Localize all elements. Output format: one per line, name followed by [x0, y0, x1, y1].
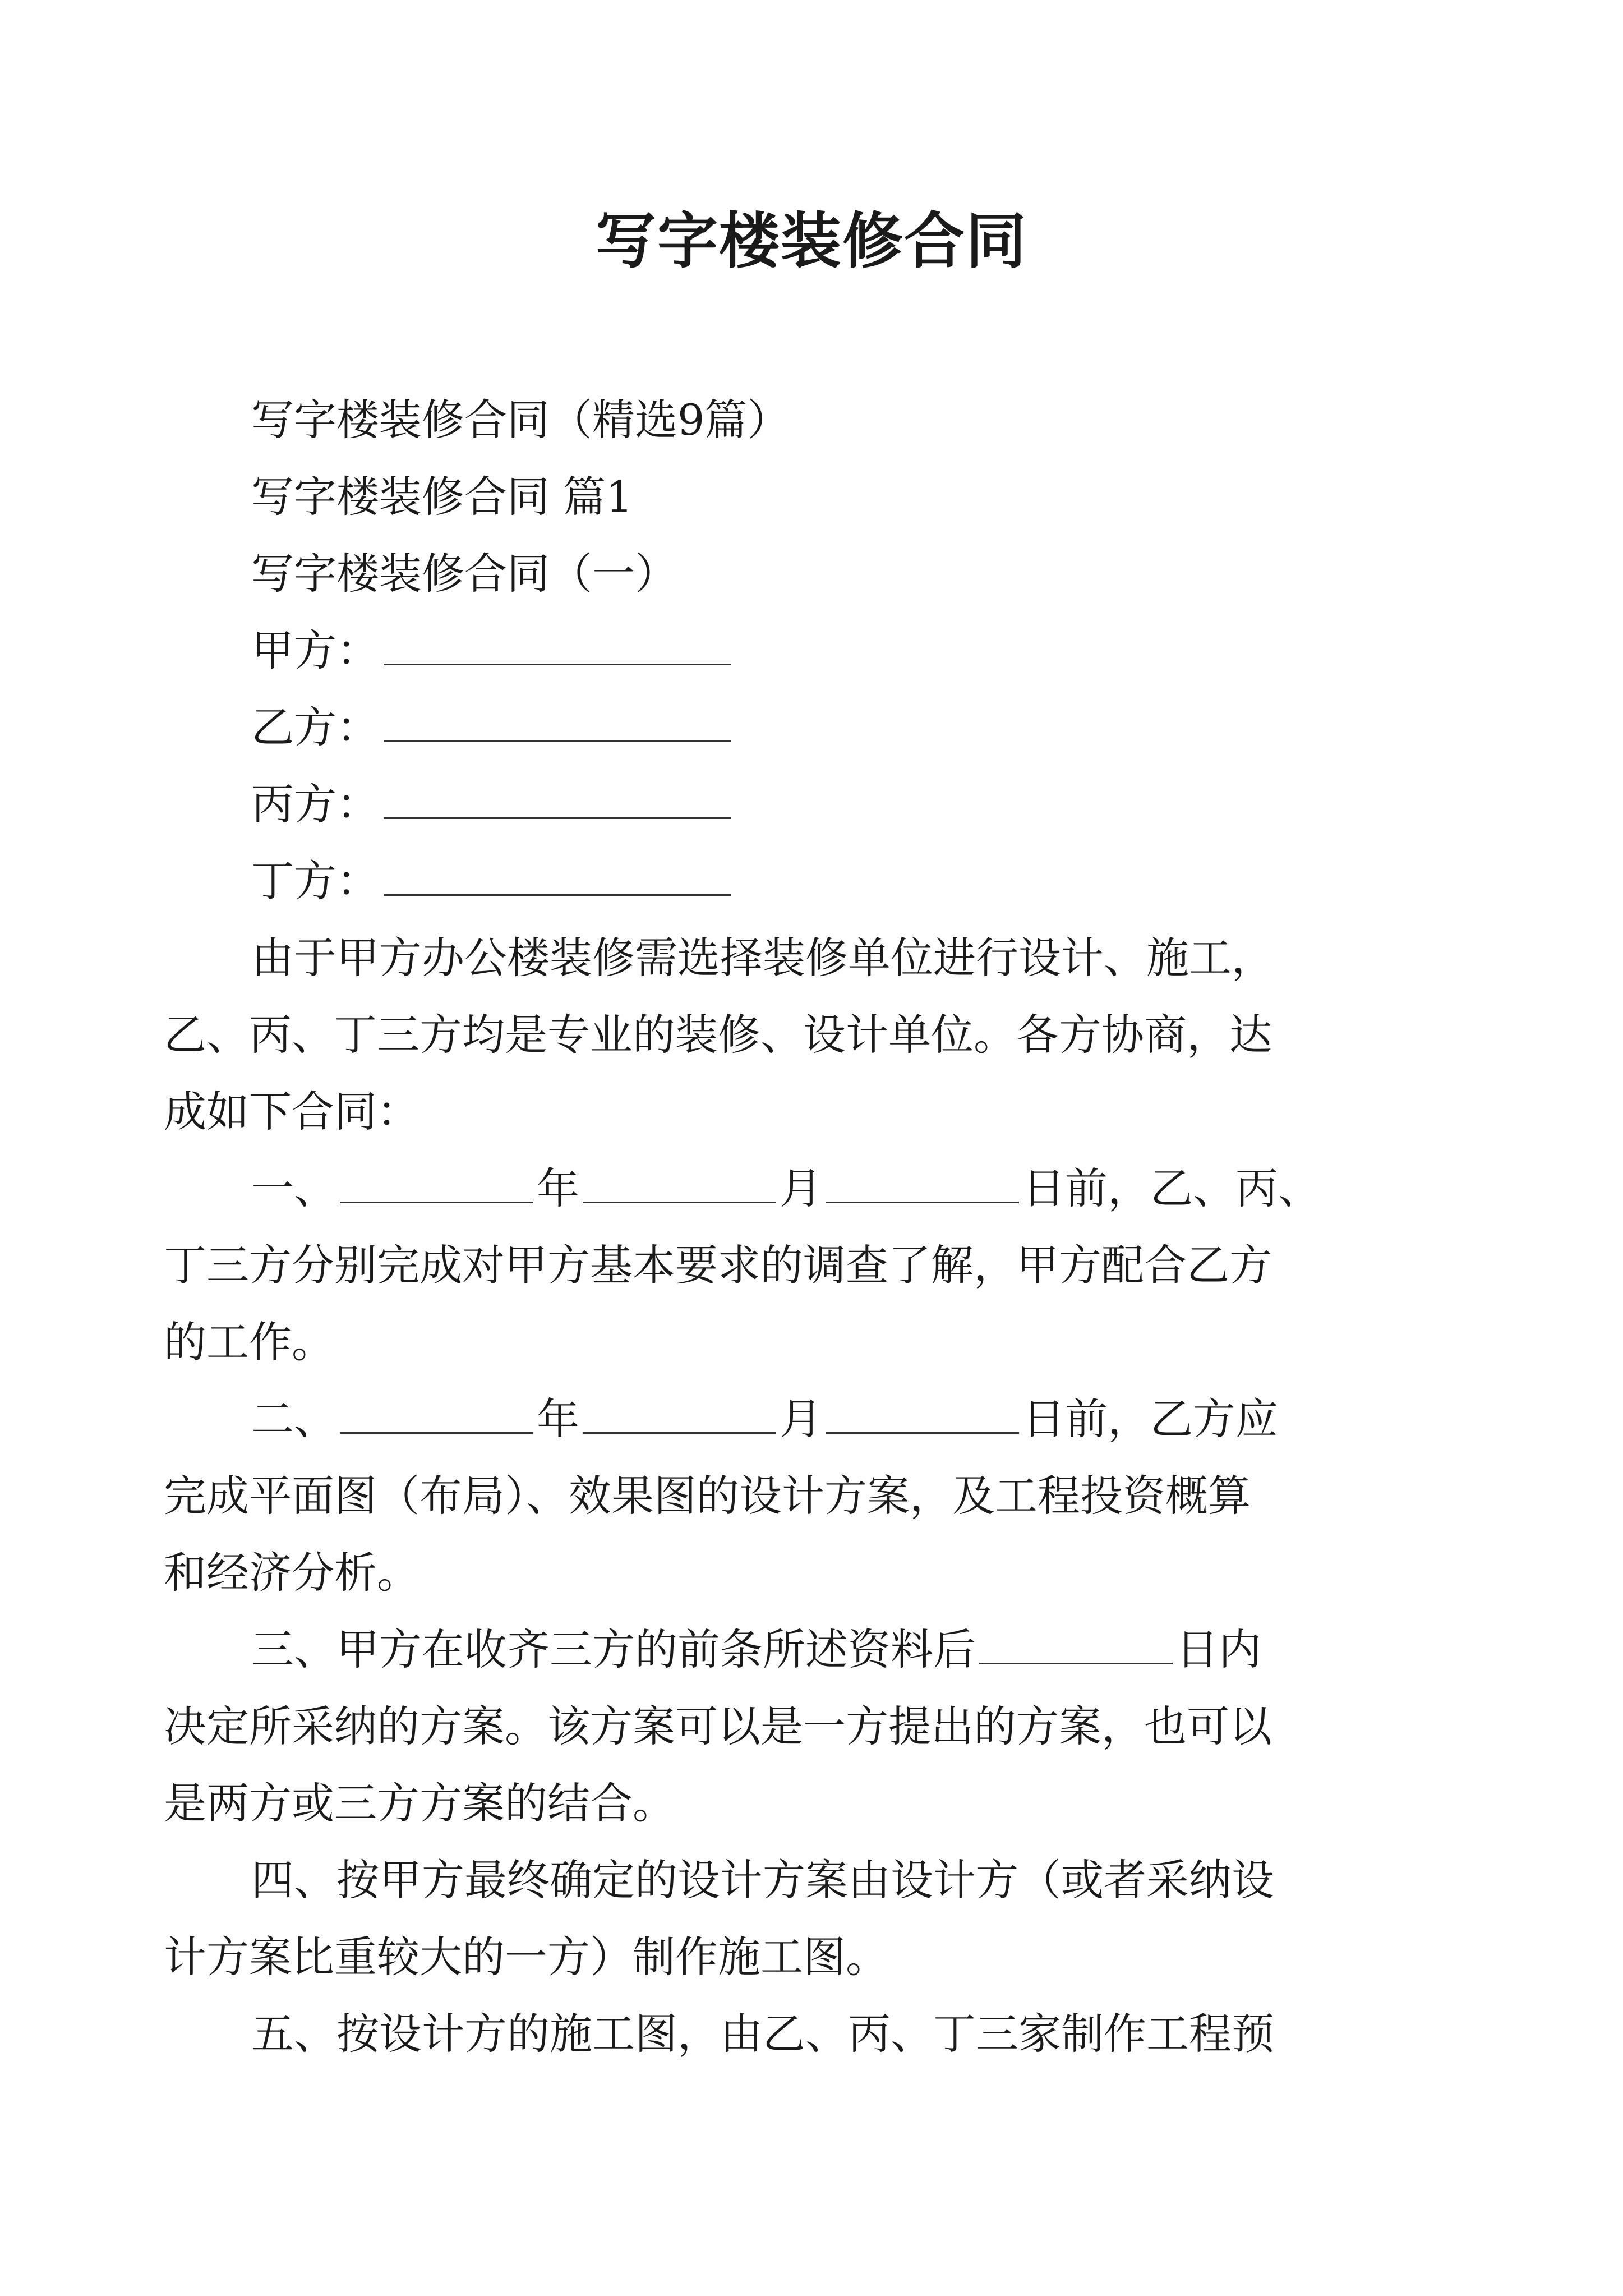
paragraph-line: 是两方或三方方案的结合。 [164, 1778, 675, 1828]
clause-5-first-line: 五、按设计方的施工图，由乙、丙、丁三家制作工程预 [251, 2009, 1274, 2059]
year-label: 年 [537, 1394, 579, 1444]
paragraph-line: 由于甲方办公楼装修需选择装修单位进行设计、施工， [251, 933, 1274, 983]
intro-paragraph [164, 919, 1395, 2072]
date-blank [583, 1168, 776, 1203]
document-body [164, 381, 1395, 2072]
party-fill-blank [384, 707, 731, 742]
paragraph-line: 的工作。 [164, 1317, 334, 1367]
clause-4-first-line: 四、按甲方最终确定的设计方案由设计方（或者采纳设 [251, 1855, 1274, 1905]
paragraph-line: 丁三方分别完成对甲方基本要求的调查了解，甲方配合乙方 [164, 1240, 1272, 1290]
document-title: 写字楼装修合同 [595, 206, 1027, 277]
month-label: 月 [780, 1163, 822, 1213]
party-fill-blank [384, 861, 731, 896]
day-suffix: 日前，乙、丙、 [1022, 1163, 1321, 1213]
clause-suffix: 日内 [1176, 1625, 1261, 1674]
paragraph-line: 完成平面图（布局）、效果图的设计方案，及工程投资概算 [164, 1471, 1251, 1521]
party-label: 乙方： [251, 702, 379, 752]
party-fill-blank [384, 784, 731, 819]
date-blank [826, 1168, 1019, 1203]
party-line-c [251, 766, 1395, 843]
paragraph-line: 和经济分析。 [164, 1548, 419, 1598]
party-label: 丁方： [251, 856, 379, 906]
party-line-b [251, 689, 1395, 766]
days-blank [979, 1629, 1173, 1664]
date-blank [826, 1398, 1019, 1434]
date-blank [340, 1168, 533, 1203]
clause-prefix: 二、 [251, 1394, 336, 1444]
paragraph-line: 决定所采纳的方案。该方案可以是一方提出的方案，也可以 [164, 1701, 1272, 1751]
paragraph-line: 计方案比重较大的一方）制作施工图。 [164, 1932, 888, 1982]
party-fill-blank [384, 630, 731, 665]
year-label: 年 [537, 1163, 579, 1213]
party-label: 甲方： [251, 625, 379, 675]
party-label: 丙方： [251, 779, 379, 829]
clause-3-first-line [164, 1611, 1395, 1688]
party-line-a [251, 612, 1395, 689]
clause-1-first-line [164, 1150, 1395, 1227]
date-blank [340, 1398, 533, 1434]
clause-prefix: 三、甲方在收齐三方的前条所述资料后 [251, 1625, 976, 1674]
date-blank [583, 1398, 776, 1434]
party-line-d [251, 843, 1395, 919]
day-suffix: 日前，乙方应 [1022, 1394, 1278, 1444]
paragraph-line: 成如下合同： [164, 1087, 419, 1137]
contract-heading: 写字楼装修合同（一） [251, 549, 677, 599]
paragraph-line: 乙、丙、丁三方均是专业的装修、设计单位。各方协商，达 [164, 1010, 1272, 1060]
subtitle: 写字楼装修合同（精选9篇） [251, 395, 790, 445]
clause-2-first-line [164, 1381, 1395, 1457]
section-heading: 写字楼装修合同 篇1 [251, 472, 633, 522]
clause-prefix: 一、 [251, 1163, 336, 1213]
month-label: 月 [780, 1394, 822, 1444]
